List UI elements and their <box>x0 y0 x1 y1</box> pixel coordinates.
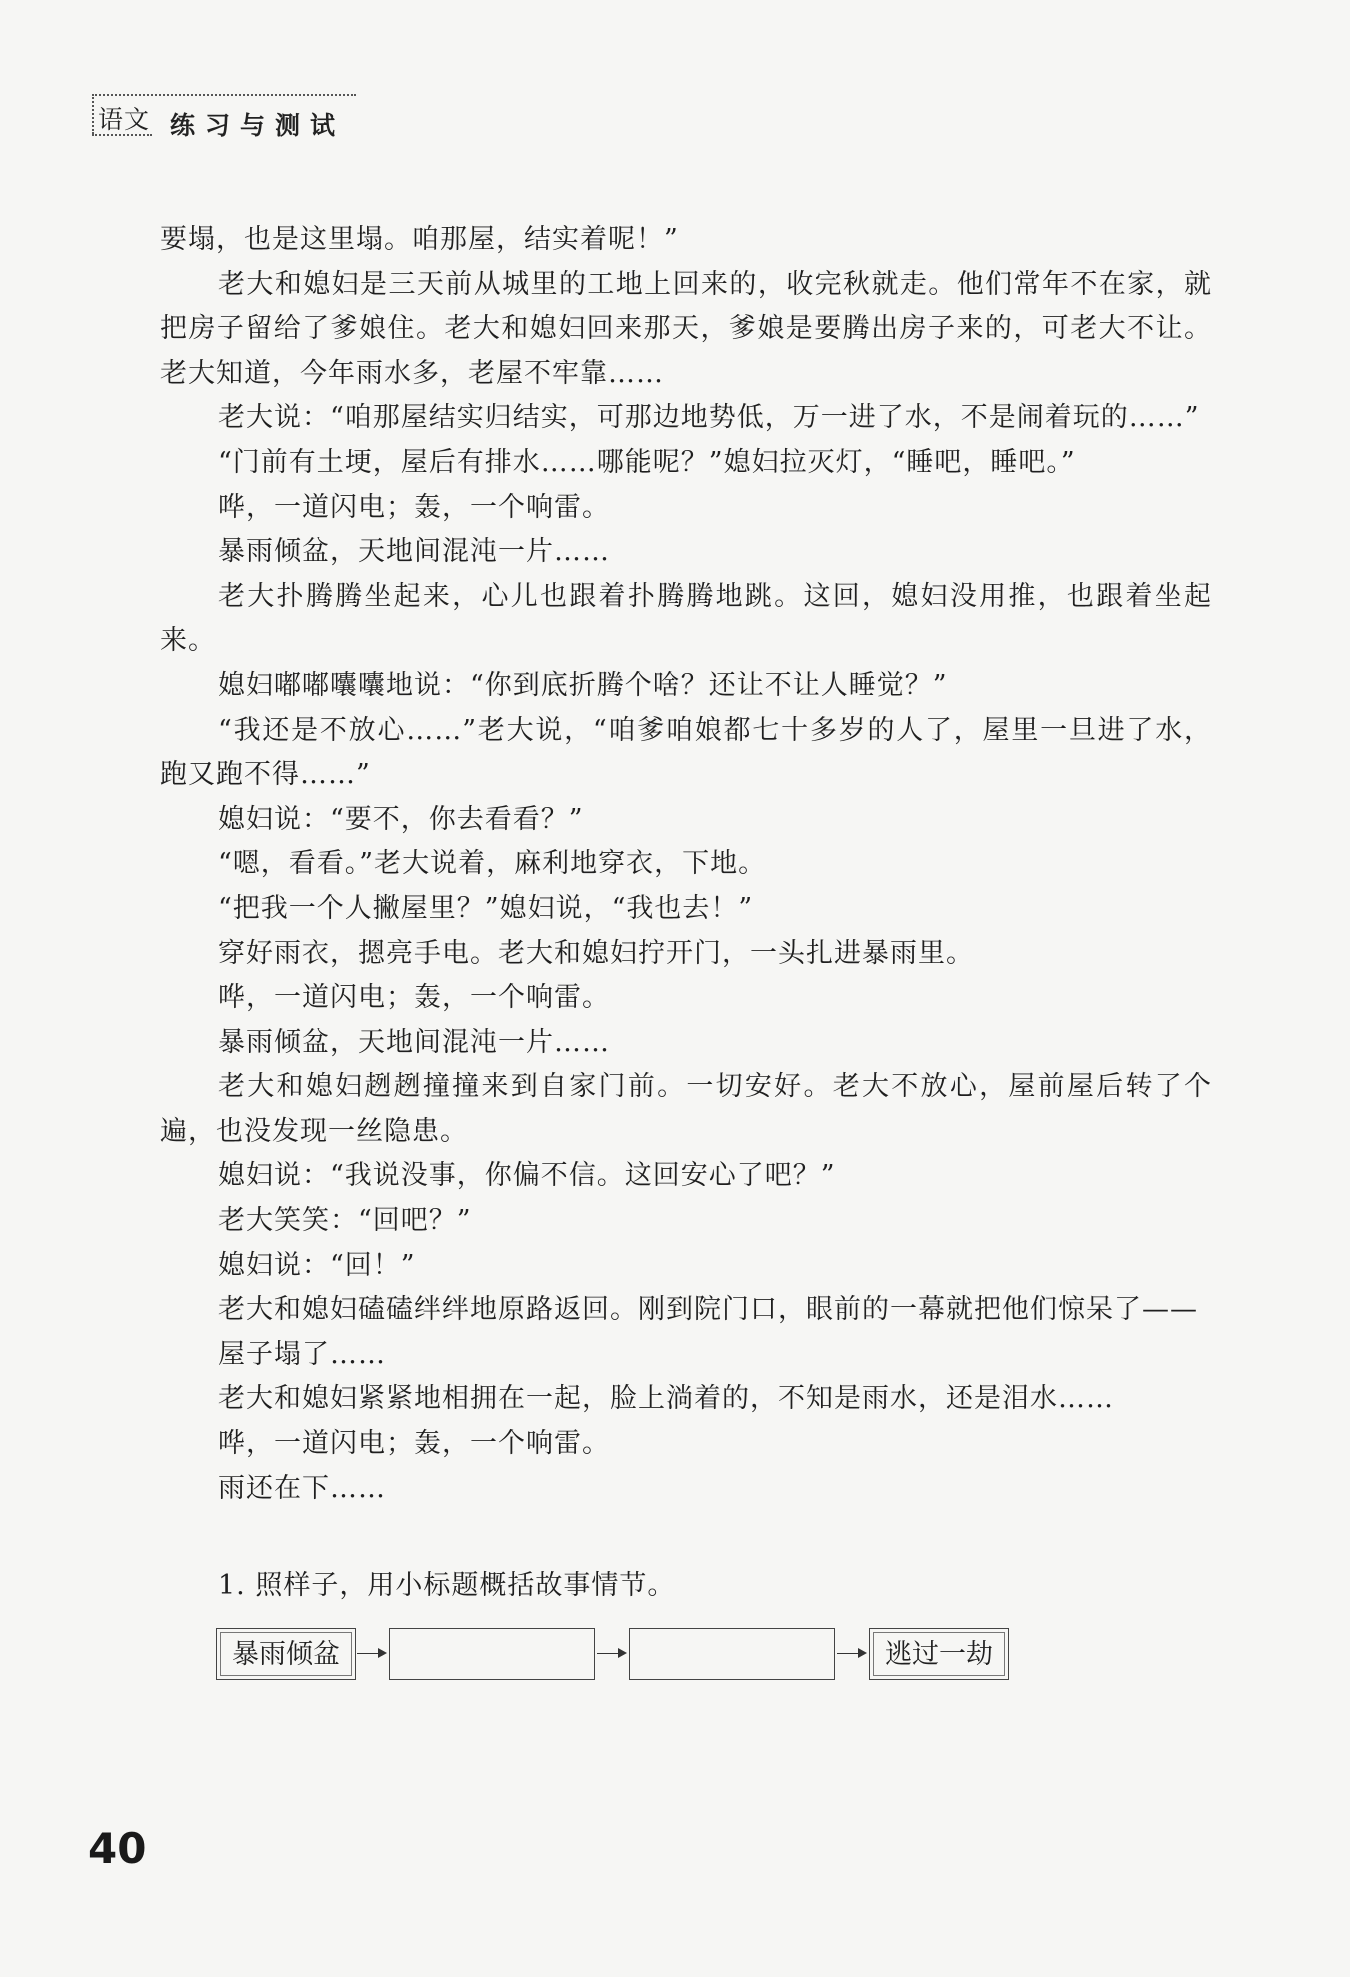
story-paragraph-12: “把我一个人撇屋里？”媳妇说，“我也去！” <box>218 892 754 924</box>
flow-box-second[interactable] <box>389 1628 595 1680</box>
story-text <box>160 218 1212 1511</box>
story-paragraph-2: 老大和媳妇是三天前从城里的工地上回来的，收完秋就走。他们常年不在家，就把房子留给了爹娘住。老大和媳妇回来那天，爹娘是要腾出房子来的，可老大不让。老大知道，今年雨水多，老屋不牢靠…… <box>160 268 1212 389</box>
story-paragraph-11: “嗯，看看。”老大说着，麻利地穿衣，下地。 <box>218 848 767 880</box>
question-1: 1. 照样子，用小标题概括故事情节。 <box>218 1570 676 1601</box>
story-paragraph-22: 老大和媳妇紧紧地相拥在一起，脸上淌着的，不知是雨水，还是泪水…… <box>218 1383 1114 1415</box>
header-title: 练习与测试 <box>170 111 346 140</box>
story-paragraph-10: 媳妇说：“要不，你去看看？” <box>218 803 584 835</box>
page-header <box>92 94 356 146</box>
story-paragraph-21: 屋子塌了…… <box>218 1338 386 1370</box>
header-subject: 语文 <box>98 105 151 134</box>
story-paragraph-8: 媳妇嘟嘟囔囔地说：“你到底折腾个啥？还让不让人睡觉？” <box>218 669 948 701</box>
plot-flow-diagram <box>216 1628 1016 1684</box>
story-paragraph-17: 媳妇说：“我说没事，你偏不信。这回安心了吧？” <box>218 1160 836 1192</box>
story-paragraph-19: 媳妇说：“回！” <box>218 1249 416 1281</box>
story-paragraph-3: 老大说：“咱那屋结实归结实，可那边地势低，万一进了水，不是闹着玩的……” <box>218 402 1200 434</box>
story-paragraph-24: 雨还在下…… <box>218 1472 386 1504</box>
story-paragraph-23: 哗，一道闪电；轰，一个响雷。 <box>218 1428 610 1460</box>
story-paragraph-7: 老大扑腾腾坐起来，心儿也跟着扑腾腾地跳。这回，媳妇没用推，也跟着坐起来。 <box>160 580 1212 657</box>
flow-arrow-1 <box>357 1653 385 1654</box>
flow-box-last: 逃过一劫 <box>869 1628 1009 1680</box>
flow-box-first: 暴雨倾盆 <box>216 1628 356 1680</box>
story-paragraph-20: 老大和媳妇磕磕绊绊地原路返回。刚到院门口，眼前的一幕就把他们惊呆了—— <box>218 1294 1198 1326</box>
flow-box-third[interactable] <box>629 1628 835 1680</box>
page-number: 40 <box>88 1824 147 1873</box>
story-paragraph-6: 暴雨倾盆，天地间混沌一片…… <box>218 536 610 568</box>
story-paragraph-18: 老大笑笑：“回吧？” <box>218 1205 472 1237</box>
story-paragraph-15: 暴雨倾盆，天地间混沌一片…… <box>218 1026 610 1058</box>
story-paragraph-9: “我还是不放心……”老大说，“咱爹咱娘都七十多岁的人了，屋里一旦进了水，跑又跑不得……” <box>160 714 1212 791</box>
story-paragraph-1: 要塌，也是这里塌。咱那屋，结实着呢！” <box>160 224 679 255</box>
header-dotted-rule-top <box>92 94 356 96</box>
header-dotted-rule-left <box>92 94 94 134</box>
story-paragraph-16: 老大和媳妇趔趔撞撞来到自家门前。一切安好。老大不放心，屋前屋后转了个遍，也没发现一丝隐患。 <box>160 1071 1212 1147</box>
story-paragraph-5: 哗，一道闪电；轰，一个响雷。 <box>218 491 610 523</box>
story-paragraph-4: “门前有土埂，屋后有排水……哪能呢？”媳妇拉灭灯，“睡吧，睡吧。” <box>218 446 1076 478</box>
flow-arrow-3 <box>837 1653 865 1654</box>
story-paragraph-14: 哗，一道闪电；轰，一个响雷。 <box>218 982 610 1014</box>
flow-arrow-2 <box>597 1653 625 1654</box>
story-paragraph-13: 穿好雨衣，摁亮手电。老大和媳妇拧开门，一头扎进暴雨里。 <box>218 937 974 969</box>
